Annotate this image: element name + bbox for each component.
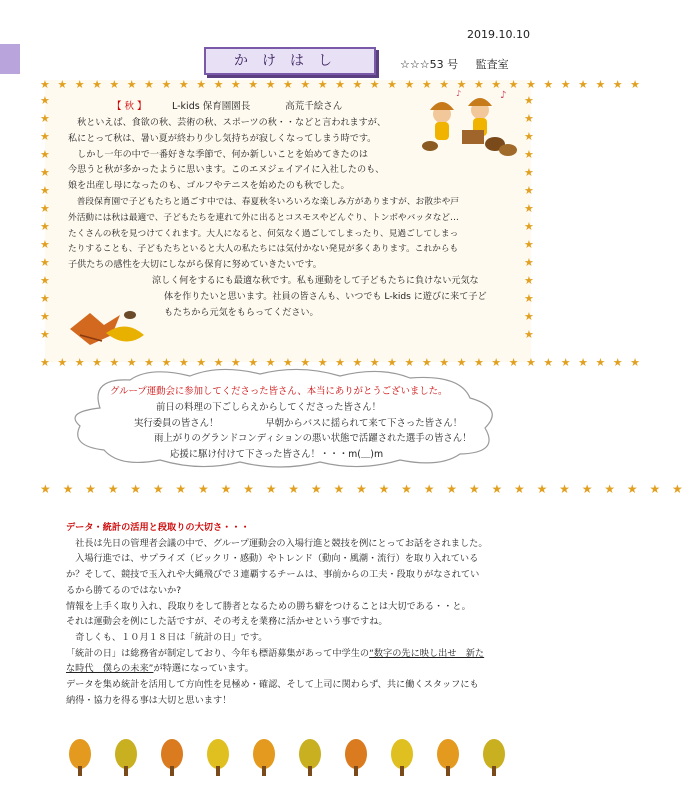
article1-line: 娘を出産し母になったのも、ゴルフやテニスを始めたのも秋でした。	[68, 181, 350, 192]
article1-line: 外活動には秋は最適で、子どもたちを連れて外に出るとコスモスやどんぐり、トンボやバッタなど…	[68, 212, 459, 223]
star-border-top: ★ ★ ★ ★ ★ ★ ★ ★ ★ ★ ★ ★ ★ ★ ★ ★ ★ ★ ★ ★ ★ ★ ★ ★ ★ ★ ★ ★ ★ ★ ★ ★ ★ ★ ★	[40, 78, 643, 91]
article2-line: それは運動会を例にした話ですが、その考えを業務に活かせという事ですね。	[66, 616, 388, 628]
cloud-text	[96, 384, 496, 463]
cloud-line-heading: グループ運動会に参加してくださった皆さん、本当にありがとうございました。	[110, 386, 448, 397]
article1-line: たくさんの秋を見つけてくれます。大人になると、何気なく過ごしてしまったり、見過ごしてしまっ	[68, 228, 459, 239]
article2-line: 入場行進では、サプライズ（ビックリ・感動）やトレンド（動向・風潮・流行）を取り入れている	[66, 553, 479, 565]
svg-text:♪: ♪	[500, 90, 507, 101]
department: 監査室	[475, 58, 509, 71]
article1-line: 普段保育園で子どもたちと過ごす中では、春夏秋冬いろいろな楽しみ方がありますが、お散歩や戸	[68, 196, 459, 207]
star-divider: ★ ★ ★ ★ ★ ★ ★ ★ ★ ★ ★ ★ ★ ★ ★ ★ ★ ★ ★ ★ ★ ★ ★ ★ ★ ★ ★ ★ ★	[40, 482, 687, 496]
cloud-line: 前日の料理の下ごしらえからしてくださった皆さん！	[156, 401, 382, 413]
article2-line: 社長は先日の管理者会議の中で、グループ運動会の入場行進と競技を例にとってお話をされました。	[66, 537, 488, 549]
svg-text:♪: ♪	[456, 89, 462, 98]
article2-line: データを集め統計を活用して方向性を見極め・確認、そして上司に関わらず、共に働くスタッフにも	[66, 679, 479, 691]
section-label: 【 秋 】	[112, 101, 147, 112]
article1-line: 子供たちの感性を大切にしながら保育に努めていきたいです。	[68, 260, 322, 271]
article2-line: 情報を上手く取り入れ、段取りをして勝者となるための勝ち癖をつけることは大切である・・と。	[66, 600, 471, 612]
article2-line: るから勝てるのではないか?	[66, 584, 182, 596]
article1-line: 私にとって秋は、暑い夏が終わり少し気持ちが寂しくなってしまう時です。	[68, 133, 377, 144]
byline	[172, 98, 342, 112]
article2-line: 奇しくも、１０月１８日は「統計の日」です。	[66, 631, 268, 643]
article1-line: 体を作りたいと思います。社員の皆さんも、いつでも L-kids に遊びに来て子ど	[164, 291, 487, 302]
byline-role: L-kids 保育園園長	[172, 101, 251, 112]
article1-line: もたちから元気をもらってください。	[164, 307, 319, 318]
issue-line	[400, 56, 509, 72]
autumn-trees-illustration	[60, 738, 520, 778]
article2-line: 納得・協力を得る事は大切と思います！	[66, 694, 232, 706]
article2-line	[66, 661, 522, 677]
issue-number: ☆☆☆53 号	[400, 58, 459, 71]
article2-line	[66, 646, 522, 662]
article1-line: 今思うと秋が多かったように思います。このエヌジェイアイに入社したのも、	[68, 165, 385, 176]
article1-line: たりすることも、子どもたちといると大人の私たちには気付かない発見が多くあります。これからも	[68, 244, 459, 255]
article1-line: しかし一年の中で一番好きな季節で、何か新しいことを始めてきたのは	[68, 149, 368, 160]
slogan-part: な時代 僕らの未来”	[66, 663, 154, 675]
newsletter-title: かけはし	[204, 47, 376, 75]
star-border-bottom: ★ ★ ★ ★ ★ ★ ★ ★ ★ ★ ★ ★ ★ ★ ★ ★ ★ ★ ★ ★ ★ ★ ★ ★ ★ ★ ★ ★ ★ ★ ★ ★ ★ ★ ★	[40, 356, 643, 369]
cloud-line: 実行委員の皆さん！ 早朝からバスに揺られて来て下さった皆さん！	[134, 417, 463, 429]
slogan-part: “数字の先に映し出せ 新た	[369, 647, 485, 659]
star-border-left: ★ ★ ★ ★ ★ ★ ★ ★ ★ ★ ★ ★ ★ ★	[40, 94, 50, 341]
byline-name: 高荒千絵さん	[285, 101, 343, 112]
article2	[66, 520, 522, 708]
article2-line-part: が特選になっています。	[153, 663, 254, 675]
star-border-right: ★ ★ ★ ★ ★ ★ ★ ★ ★ ★ ★ ★ ★ ★	[524, 94, 534, 341]
article2-line: か？そして、競技で玉入れや大縄飛びで３連覇するチームは、事前からの工夫・段取りがなされてい	[66, 569, 480, 581]
cloud-line: 雨上がりのグランドコンディションの悪い状態で活躍された選手の皆さん！	[154, 433, 472, 445]
article1-line: 涼しく何をするにも最適な秋です。私も運動をして子どもたちに負けない元気な	[152, 275, 479, 286]
article2-heading: データ・統計の活用と段取りの大切さ・・・	[66, 522, 250, 533]
article1-line: 秋といえば、食欲の秋、芸術の秋、スポーツの秋・・などと言われますが、	[68, 118, 386, 128]
date: 2019.10.10	[467, 28, 530, 41]
cloud-line: 応援に駆け付けて下さった皆さん！・・・m(＿)m	[170, 449, 384, 461]
article1-body	[68, 116, 528, 321]
article2-line-part: 「統計の日」は総務省が制定しており、今年も標語募集があって中学生の	[66, 647, 370, 659]
